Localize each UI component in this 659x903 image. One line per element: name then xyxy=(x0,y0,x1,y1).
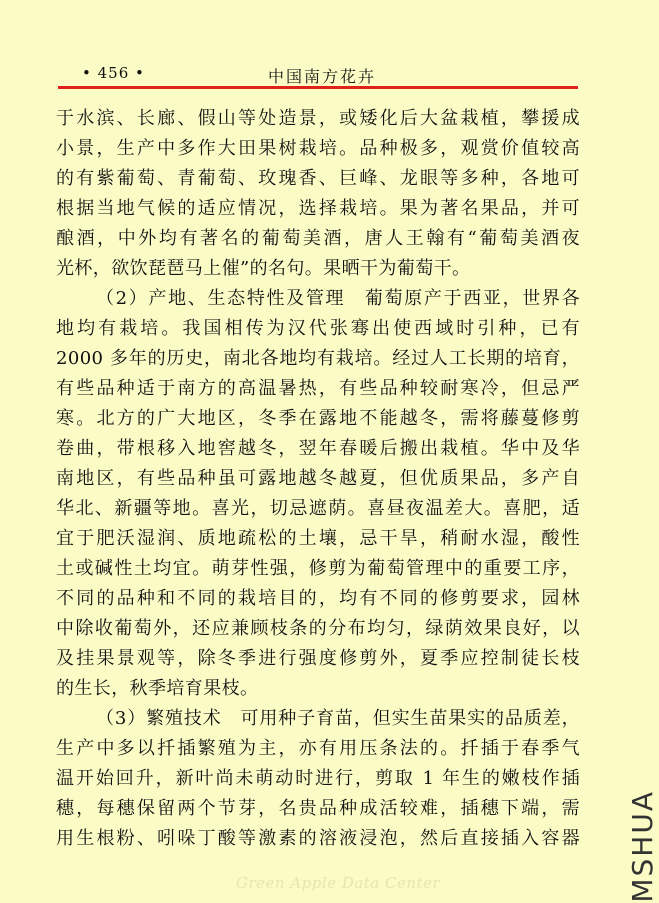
text-line: 温开始回升，新叶尚未萌动时进行，剪取 1 年生的嫩枝作插 xyxy=(56,768,580,789)
text-line: 根据当地气候的适应情况，选择栽培。果为著名果品，并可 xyxy=(56,198,580,219)
page-number: • 456 • xyxy=(82,64,145,82)
text-line: 华北、新疆等地。喜光，切忌遮荫。喜昼夜温差大。喜肥，适 xyxy=(56,498,580,519)
text-line: 土或碱性土均宜。萌芽性强，修剪为葡萄管理中的重要工序， xyxy=(56,558,580,579)
text-line: 的有紫葡萄、青葡萄、玫瑰香、巨峰、龙眼等多种，各地可 xyxy=(56,168,580,189)
bottom-watermark: Green Apple Data Center xyxy=(236,874,441,892)
text-line: 于水滨、长廊、假山等处造景，或矮化后大盆栽植，攀援成 xyxy=(56,108,580,129)
text-line: 穗，每穗保留两个节芽，名贵品种成活较难，插穗下端，需 xyxy=(56,798,580,819)
body-text xyxy=(56,104,580,854)
running-title: 中国南方花卉 xyxy=(268,67,377,86)
text-line: 生产中多以扦插繁殖为主，亦有用压条法的。扦插于春季气 xyxy=(56,738,580,759)
text-line: 用生根粉、吲哚丁酸等激素的溶液浸泡，然后直接插入容器 xyxy=(56,828,580,849)
text-line: 光杯，欲饮琵琶马上催”的名句。果晒干为葡萄干。 xyxy=(56,258,471,279)
section-heading-line: （2）产地、生态特性及管理 葡萄原产于西亚，世界各 xyxy=(96,288,580,309)
text-line: 酿酒，中外均有著名的葡萄美酒，唐人王翰有“葡萄美酒夜 xyxy=(56,228,580,249)
text-line: 小景，生产中多作大田果树栽培。品种极多，观赏价值较高 xyxy=(56,138,580,159)
text-line: 卷曲，带根移入地窖越冬，翌年春暖后搬出栽植。华中及华 xyxy=(56,438,580,459)
header-rule xyxy=(58,86,578,89)
text-line: 地均有栽培。我国相传为汉代张骞出使西域时引种，已有 xyxy=(56,318,580,339)
text-line: 寒。北方的广大地区，冬季在露地不能越冬，需将藤蔓修剪 xyxy=(56,408,580,429)
page-header xyxy=(58,64,578,86)
text-line: 2000 多年的历史，南北各地均有栽培。经过人工长期的培育， xyxy=(56,348,580,369)
text-line: 不同的品种和不同的栽培目的，均有不同的修剪要求，园林 xyxy=(56,588,580,609)
text-line: 有些品种适于南方的高温暑热，有些品种较耐寒冷，但忌严 xyxy=(56,378,580,399)
section-heading-line: （3）繁殖技术 可用种子育苗，但实生苗果实的品质差， xyxy=(96,708,580,729)
text-line: 中除收葡萄外，还应兼顾枝条的分布均匀，绿荫效果良好，以 xyxy=(56,618,580,639)
text-line: 南地区，有些品种虽可露地越冬越夏，但优质果品，多产自 xyxy=(56,468,580,489)
text-line: 宜于肥沃湿润、质地疏松的土壤，忌干旱，稍耐水湿，酸性 xyxy=(56,528,580,549)
text-line: 的生长，秋季培育果枝。 xyxy=(56,678,259,699)
text-line: 及挂果景观等，除冬季进行强度修剪外，夏季应控制徒长枝 xyxy=(56,648,580,669)
